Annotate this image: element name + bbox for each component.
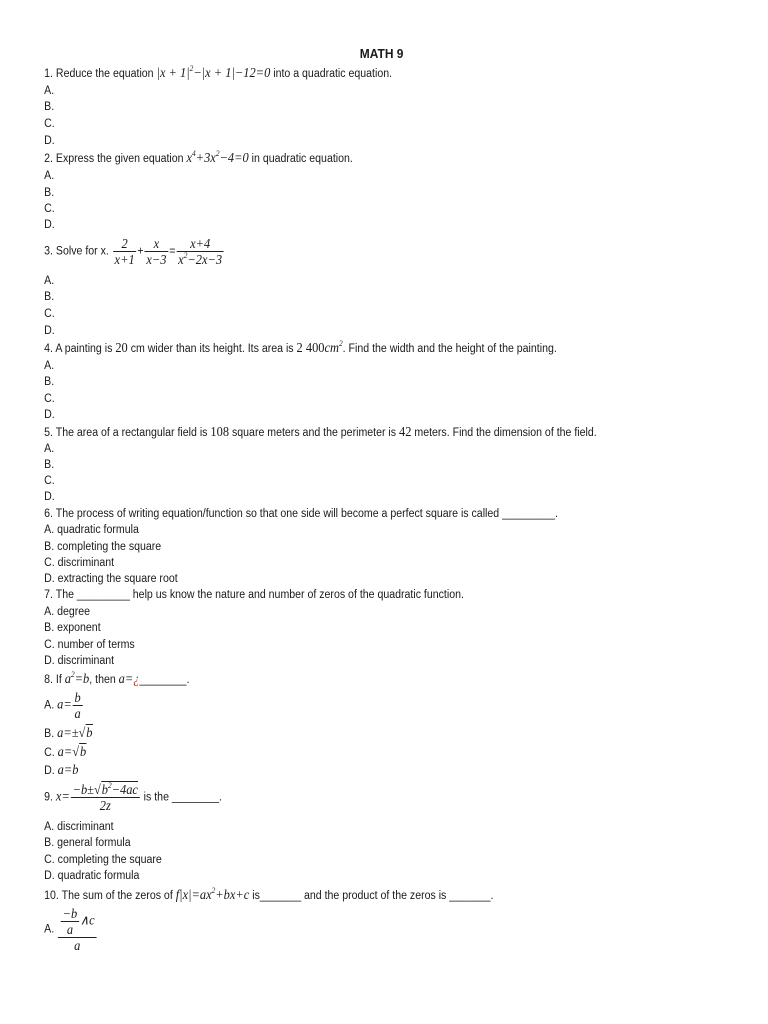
question-9: 9. x= $\frac{-b\pm√b^2-4ac}{2z}$ is the ________. bbox=[44, 781, 222, 813]
q4-option-d: D. bbox=[44, 409, 55, 421]
q3-option-c: C. bbox=[44, 308, 55, 320]
q3-option-b: B. bbox=[44, 291, 55, 303]
q9-formula: $\frac{-b\pm√b^2-4ac}{2z}$ bbox=[72, 781, 138, 813]
q6-option-b: B. completing the square bbox=[44, 541, 162, 553]
q1-option-b: B. bbox=[44, 101, 55, 113]
q3-fraction-1: $\frac{2}{x+1}$ bbox=[114, 236, 135, 267]
q1-option-c: C. bbox=[44, 118, 55, 130]
q1-option-a: A. bbox=[44, 85, 55, 97]
q3-option-a: A. bbox=[44, 275, 55, 287]
question-2: 2. Express the given equation $x^4+3x^2-4=0$ in quadratic equation. bbox=[44, 149, 353, 165]
q9-option-d: D. quadratic formula bbox=[44, 870, 140, 882]
q4-option-c: C. bbox=[44, 393, 55, 405]
q4-option-b: B. bbox=[44, 376, 55, 388]
q7-option-a: A. degree bbox=[44, 606, 91, 618]
q1-equation: $|x + 1|^2-|x + 1|-12=0$ bbox=[156, 64, 271, 80]
q6-option-a: A. quadratic formula bbox=[44, 524, 139, 536]
q7-option-b: B. exponent bbox=[44, 622, 101, 634]
q10-option-a: A. $\frac{-b}{a}$ ∧c a bbox=[44, 906, 95, 953]
q1-option-d: D. bbox=[44, 135, 55, 147]
question-3: 3. Solve for x. $\frac{2}{x+1}$ + $\frac{x}{x-3}$ = $\frac{x+4}{x^2-2x-3}$ bbox=[44, 236, 223, 267]
question-5: 5. The area of a rectangular field is 108 square meters and the perimeter is 42 meters. Find the dimension of the field. bbox=[44, 424, 597, 439]
q5-option-b: B. bbox=[44, 459, 55, 471]
q3-fraction-2: $\frac{x}{x-3}$ bbox=[146, 236, 167, 267]
page-title: MATH 9 bbox=[359, 47, 404, 61]
question-7: 7. The _________ help us know the nature and number of zeros of the quadratic function. bbox=[44, 589, 464, 601]
question-1: 1. Reduce the equation $|x + 1|^2-|x + 1|-12=0$ into a quadratic equation. bbox=[44, 64, 393, 80]
q8-option-a: A. a= $\frac{b}{a}$ bbox=[44, 690, 81, 721]
question-6: 6. The process of writing equation/function so that one side will become a perfect square is called _________. bbox=[44, 508, 559, 520]
q9-option-b: B. general formula bbox=[44, 837, 131, 849]
question-4: 4. A painting is 20 cm wider than its height. Its area is 2 $400cm^2$. Find the width and the height of the painting. bbox=[44, 339, 557, 355]
q2-option-d: D. bbox=[44, 219, 55, 231]
q2-equation: $x^4+3x^2-4=0$ bbox=[186, 149, 249, 165]
q3-option-d: D. bbox=[44, 325, 55, 337]
q7-option-c: C. number of terms bbox=[44, 639, 135, 651]
q9-option-c: C. completing the square bbox=[44, 854, 162, 866]
question-8: 8. If $a^2=b$, then a=¿________. bbox=[44, 670, 190, 686]
q4-option-a: A. bbox=[44, 360, 55, 372]
q3-fraction-3: $\frac{x+4}{x^2-2x-3}$ bbox=[178, 236, 223, 267]
q8-option-d: D. a=b bbox=[44, 762, 79, 777]
q5-option-d: D. bbox=[44, 491, 55, 503]
q5-option-a: A. bbox=[44, 443, 55, 455]
q6-option-d: D. extracting the square root bbox=[44, 573, 178, 585]
q2-option-b: B. bbox=[44, 187, 55, 199]
question-10: 10. The sum of the zeros of $f|x|=ax^2+bx+c$ is_______ and the product of the zeros is _______. bbox=[44, 886, 494, 902]
q2-option-a: A. bbox=[44, 170, 55, 182]
q7-option-d: D. discriminant bbox=[44, 655, 115, 667]
q5-option-c: C. bbox=[44, 475, 55, 487]
q8-option-c: C. a=√b bbox=[44, 744, 87, 759]
q9-option-a: A. discriminant bbox=[44, 821, 114, 833]
q6-option-c: C. discriminant bbox=[44, 557, 115, 569]
q2-option-c: C. bbox=[44, 203, 55, 215]
q8-option-b: B. a=±√b bbox=[44, 725, 93, 740]
